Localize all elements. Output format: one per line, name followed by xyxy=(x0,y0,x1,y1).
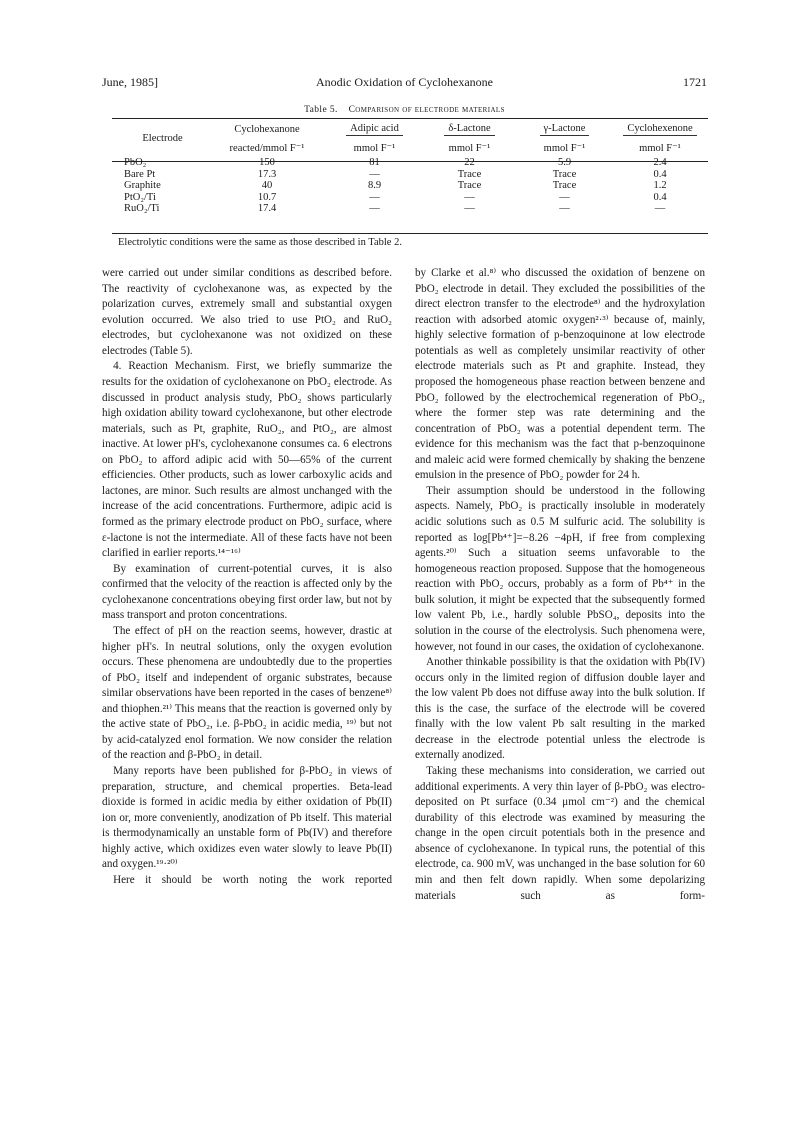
paragraph: By examination of current-potential curves, it is also confirmed that the velocity of the reaction is affected only by the cyclohexanone concentrations obeying first order law, but not by mass transport and proton concentrations. xyxy=(102,562,392,622)
table-cell: Trace xyxy=(457,168,482,180)
table-cell: 0.4 xyxy=(653,191,667,203)
table-cell: — xyxy=(559,191,570,203)
paragraph: Many reports have been published for β-PbO₂ in views of preparation, structure, and chemical properties. Beta-lead dioxide is formed in acidic media by either oxidation of Pb(II) ion or, more conveniently, anodization of Pb itself. This material is thermodynamically an unstable form of Pb(IV) and therefore highly active, which oxidizes even water slowly to leave Pb(II) and oxygen.¹⁹·²⁰⁾ xyxy=(102,765,392,871)
table-cell: 81 xyxy=(369,157,380,168)
table-cell: 8.9 xyxy=(367,180,382,191)
table-row xyxy=(112,180,708,192)
unit-gamma-lactone: mmol F⁻¹ xyxy=(543,143,586,154)
table-cell: 22 xyxy=(464,157,475,168)
right-column xyxy=(415,266,705,904)
table-cell: Bare Pt xyxy=(124,168,156,180)
header-electrode: Electrode xyxy=(142,132,183,144)
paragraph: Their assumption should be understood in the following aspects. Namely, PbO₂ is practically insoluble in moderately acidic solutions such as 0.5 M sulfuric acid. The solubility is reported as log[Pb⁴⁺]=−8.26 −4pH, if free from complexing agents.²⁰⁾ Such a situation seems unfavorable to the homogeneous reaction proposed. Suppose that the homogeneous reaction with PbO₂ occurs, probably as a form of Pb⁴⁺ in the bulk solution, it might be expected that the subsequently formed low valent Pb, i.e., hardly soluble PbSO₄, deposits into the solution in the course of the electrolysis. Such phenomena were, however, not found in our cases, the oxidation of cyclohexanone. xyxy=(415,484,705,653)
table-cell: PbO₂ xyxy=(124,157,147,168)
table-row xyxy=(112,169,708,181)
table-cell: 40 xyxy=(261,180,273,191)
paragraph: Another thinkable possibility is that the oxidation with Pb(IV) occurs only in the limited region of diffusion double layer and the low valent Pb does not diffuse away into the bulk solution. If this is the case, the surface of the electrode will be covered finally with the low valent Pb salt resulting in the marked decrease in the electrode potential unless the electrode is externally anodized. xyxy=(415,656,705,762)
header-adipic-acid: Adipic acid xyxy=(327,119,422,139)
table-caption xyxy=(102,105,707,115)
header-title: Anodic Oxidation of Cyclohexanone xyxy=(316,75,493,89)
table-cell: 150 xyxy=(259,157,275,168)
table-cell: Trace xyxy=(457,180,482,191)
table-number: Table 5. xyxy=(304,105,338,115)
table-cell: 2.4 xyxy=(653,157,667,168)
paragraph: were carried out under similar conditions as described before. The reactivity of cyclohexanone was, as expected by the polarization curves, extremely small and substantial oxygen evolution occurred. We also tried to use PtO₂ and RuO₂ electrodes, but cyclohexanone was not oxidized on these electrodes (Table 5). xyxy=(102,267,392,357)
header-delta-lactone: δ-Lactone xyxy=(422,119,517,139)
table-row xyxy=(112,203,708,215)
paragraph: The effect of pH on the reaction seems, however, drastic at higher pH's. In neutral solutions, only the oxygen evolution occurs. These phenomena are undoubtedly due to the properties of PbO₂ itself and independent of organic substrates, because similar observations have been reported in the cases of benzene⁸⁾ and thiophen.²¹⁾ This means that the reaction is governed only by the active state of PbO₂, i.e. β-PbO₂ in acidic media, ¹⁹⁾ but not by acid-catalyzed enol formation. We now consider the relation of the reaction and β-PbO₂ in detail. xyxy=(102,624,392,762)
paragraph: 4. Reaction Mechanism. First, we briefly summarize the results for the oxidation of cyclohexanone on PbO₂ electrode. As discussed in product analysis study, PbO₂ shows particularly high oxidation ability toward cyclohexanone, but other electrode materials, such as Pt, graphite, RuO₂, and PtO₂, are almost inactive. At lower pH's, cyclohexanone consumes ca. 6 electrons on PbO₂ to afford adipic acid with 50—65% of the current efficiencies. Other products, such as lower carboxylic acids and lactones, are minor. Such results are almost unchanged with the increase of the acid concentrations. Furthermore, adipic acid is formed as the primary electrode product on PbO₂ surface, where ε-lactone is not the intermediate. All of these facts have not been clarified in earlier reports.¹⁴⁻¹⁶⁾ xyxy=(102,360,392,560)
table-cell: Graphite xyxy=(124,180,161,191)
left-column xyxy=(102,266,392,889)
table-cell: — xyxy=(369,168,380,180)
header-gamma-lactone: γ-Lactone xyxy=(517,119,612,139)
table-cell: 17.3 xyxy=(257,168,277,180)
header-date: June, 1985] xyxy=(102,75,158,89)
table-cell: — xyxy=(464,191,475,203)
table-cell: RuO₂/Ti xyxy=(124,203,160,214)
table-cell: 1.2 xyxy=(653,180,667,191)
paragraph: by Clarke et al.⁸⁾ who discussed the oxidation of benzene on PbO₂ electrode in detail. They excluded the possibilities of the direct electron transfer to the electrode⁸⁾ and the hydroxylation reaction with adsorbed atomic oxygen²·³⁾ because of, mainly, highly selective formation of p-benzoquinone at low electrode potentials as well as completely unsimilar reactivity of other electrode materials such as Pt and graphite. Instead, they proposed the homogeneous phase reaction between benzene and PbO₂ followed by the electrochemical regeneration of PbO₂, where the former step was rate determining and the concentration of PbO₂ was a potential dependent term. The evidence for this mechanism was the fact that p-benzoquinone and maleic acid were formed chemically by shaking the benzene emulsion in the presence of PbO₂ powder for 24 h. xyxy=(415,267,705,482)
table-cell: PtO₂/Ti xyxy=(124,191,156,203)
table-row xyxy=(112,157,708,169)
paragraph: Here it should be worth noting the work reported xyxy=(113,873,392,886)
table-cell: Trace xyxy=(552,180,577,191)
table-cell: Trace xyxy=(552,168,577,180)
unit-delta-lactone: mmol F⁻¹ xyxy=(448,143,491,154)
table-cell: 17.4 xyxy=(257,203,277,214)
table-cell: 5.9 xyxy=(557,157,572,168)
table-cell: — xyxy=(369,203,380,214)
table-cell: — xyxy=(464,203,475,214)
table-cell: — xyxy=(559,203,570,214)
header-cyclohexanone: Cyclohexanone xyxy=(234,123,300,135)
table-cell: 0.4 xyxy=(653,168,667,180)
comparison-table xyxy=(112,119,708,215)
unit-cyclohexanone: reacted/mmol F⁻¹ xyxy=(229,143,305,154)
table-cell: — xyxy=(654,203,666,214)
table-cell: — xyxy=(369,191,380,203)
unit-cyclohexenone: mmol F⁻¹ xyxy=(639,143,681,154)
table-row xyxy=(112,192,708,204)
table-bottom-rule xyxy=(112,233,708,234)
paragraph: Taking these mechanisms into consideration, we carried out additional experiments. A very thin layer of β-PbO₂ was electro-deposited on Pt surface (0.34 μmol cm⁻²) and the chemical durability of this electrode was examined by measuring the change in the open circuit potentials both in the presence and absence of cyclohexanone. In typical runs, the potential of this electrode, ca. 900 mV, was unchanged in the base solution for 60 min and then felt down rapidly. When some depolarizing materials such as form- xyxy=(415,765,705,902)
page-number: 1721 xyxy=(683,75,707,89)
unit-adipic-acid: mmol F⁻¹ xyxy=(353,143,396,154)
running-head xyxy=(102,75,707,91)
table-title: Comparison of electrode materials xyxy=(348,105,505,115)
table-footnote: Electrolytic conditions were the same as those described in Table 2. xyxy=(118,237,402,248)
header-cyclohexenone: Cyclohexenone xyxy=(612,119,708,139)
table-cell: 10.7 xyxy=(257,191,277,203)
